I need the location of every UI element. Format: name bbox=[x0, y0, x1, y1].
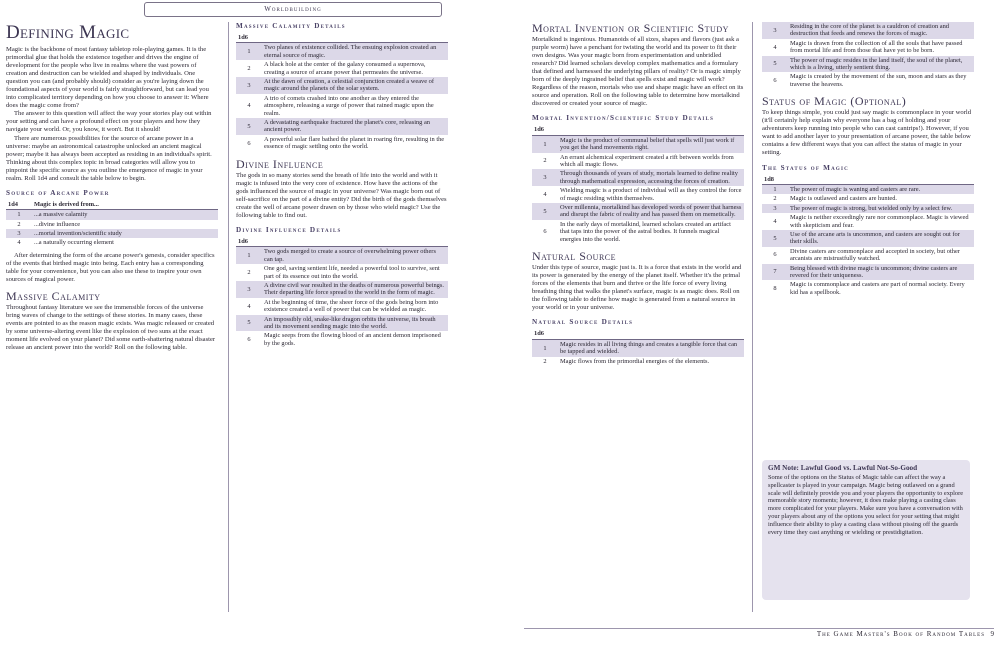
table-row: 3 A divine civil war resulted in the deaths of numerous powerful beings. Their departing life force spread to the world in the form of magic. bbox=[236, 281, 448, 298]
section-heading: Mortal Invention or Scientific Study bbox=[532, 21, 729, 35]
table-row: 4 A trio of comets crashed into one another as they entered the atmosphere, releasing a surge of power that rained magic upon the realm. bbox=[247, 94, 434, 117]
table-row: 6 In the early days of mortalkind, learned scholars created an artifact that taps into the power of the astral bodies. It funnels magical energies into the world. bbox=[543, 220, 731, 243]
table-header-die: 1d4 bbox=[6, 200, 32, 210]
table-row: 2 ...divine influence bbox=[17, 220, 81, 228]
gm-note-sidebar bbox=[762, 460, 970, 600]
section-heading: Status of Magic (Optional) bbox=[762, 94, 907, 109]
column-divider bbox=[752, 22, 753, 612]
running-footer bbox=[790, 630, 995, 638]
book-title: The Game Master's Book of Random Tables bbox=[816, 630, 985, 638]
table-row: 3 At the dawn of creation, a celestial conjunction created a weave of magic around the planets of the solar system. bbox=[236, 77, 448, 94]
table-row: 5 Over millennia, mortalkind has developed words of power that harness and disrupt the fabric of reality and has passed them on memetically. bbox=[532, 203, 744, 220]
table-row: 4 ...a naturally occurring element bbox=[17, 239, 114, 247]
section-heading: Natural Source bbox=[532, 249, 617, 264]
table-title: Source of Arcane Power bbox=[6, 188, 110, 197]
book-gutter bbox=[484, 0, 516, 646]
column-2 bbox=[236, 22, 448, 352]
table-row: 4 Magic is drawn from the collection of all the souls that have passed from mortal life and from those that have yet to be born. bbox=[773, 39, 963, 55]
table-title: Divine Influence Details bbox=[236, 225, 342, 234]
table-row: 3 ...mortal invention/scientific study bbox=[6, 229, 218, 238]
chapter-title: Defining Magic bbox=[6, 22, 130, 43]
table-row: 5 A devastating earthquake fractured the planet's core, releasing an ancient power. bbox=[236, 118, 448, 135]
column-divider bbox=[228, 22, 229, 612]
table-row: 1 Two planes of existence collided. The ensuing explosion created an eternal source of magic. bbox=[236, 43, 448, 60]
mortal-table: 1d6 1 Magic is the product of communal belief that spells will just work if you get the hand movements right. 2 An errant alchemical experiment created a rift between worlds from which all magic flows. 3 Through thousands of years of study, mortals learned to define reality through mathematical expression, accessing the forces of creation. 4 Wielding magic is a product of individual will as they control the force of magic residing within themselves. 5 Over millennia, mortalkind has developed words of power that harness and disrupt the fabric of reality and has passed them on memetically. 6 In the early days of mortalkind, learned scholars created an artifact that taps into the power of the astral bodies. It funnels magical energies into the world. bbox=[532, 125, 744, 244]
table-row: 3 Residing in the core of the planet is a cauldron of creation and destruction that feeds and renews the forces of magic. bbox=[762, 22, 974, 39]
status-table: 1d8 1 The power of magic is waning and casters are rare. 2 Magic is outlawed and casters are hunted. 3 The power of magic is strong, but wielded only by a select few. 4 Magic is neither exceedingly rare nor commonplace. Magic is viewed with skepticism and fear. 5 Use of the arcane arts is uncommon, and casters are sought out for their skills. 6 Divine casters are commonplace and accepted in society, but other arcanists are mistrustfully watched. 7 Being blessed with divine magic is uncommon; divine casters are revered for their uniqueness. 8 Magic is commonplace and casters are part of normal society. Every kid has a spellbook. bbox=[762, 175, 974, 298]
table-title: Mortal Invention/Scientific Study Details bbox=[532, 114, 715, 123]
paragraph: The gods in so many stories send the breath of life into the world and with it magic is infused into the very core of existence. How have the actions of the gods influenced the source of magic in your universe? Was magic born out of self-sacrifice on the part of a divine entity? Did the birth of the gods themselves create the well of arcane power drawn on by those who wield magic? Use the following table to find out. bbox=[236, 171, 447, 219]
column-3 bbox=[532, 22, 744, 370]
table-row: 4 Wielding magic is a product of individual will as they control the force of magic residing within themselves. bbox=[543, 187, 742, 202]
paragraph: Under this type of source, magic just is. It is a force that exists in the world and its power is generated by the energy of the planet itself. Whether it's the primal forces of the elements that burn and thrive or the life force of every living breathing thing that walks the planet's surface, magic is as magic does. Roll on the following table to define how magic is generated from a natural source in your world or in your universe. bbox=[532, 264, 742, 312]
column-4 bbox=[762, 22, 974, 301]
table-title: Natural Source Details bbox=[532, 318, 634, 327]
divine-table: 1d6 1 Two gods merged to create a source of overwhelming power others can tap. 2 One god, saving sentient life, needed a powerful tool to survive, sent part of its essence out into the world. 3 A divine civil war resulted in the deaths of numerous powerful beings. Their departing life force spread to the world in the form of magic. 4 At the beginning of time, the sheer force of the gods being born into existence created a well of power that can be wielded as magic. 5 An impossibly old, snake-like dragon orbits the universe, its breath and its movement sending magic into the world. 6 Magic seeps from the flowing blood of an ancient demon imprisoned by the gods. bbox=[236, 237, 448, 348]
table-row: 5 An impossibly old, snake-like dragon orbits the universe, its breath and its movement sending magic into the world. bbox=[236, 315, 448, 332]
gm-note-text: Some of the options on the Status of Magic table can affect the way a spellcaster is played in your campaign. Magic being outlawed on a grand scale will definitely provide you and your players the opportunity to explore memorable story moments; however, it does make playing a casting class more complicated for your players. Make sure you have a conversation with your players about any of the options you select for your setting that might influence their ability to play a casting class without pissing off the guards every time they cast anything or wielding or prestidigitation. bbox=[768, 474, 964, 536]
table-row: 1 Magic resides in all living things and creates a tangible force that can be tapped and wielded. bbox=[532, 339, 744, 356]
table-row: 7 Being blessed with divine magic is uncommon; divine casters are revered for their uniqueness. bbox=[762, 264, 974, 281]
paragraph: Throughout fantasy literature we see the immensible forces of the universe bring waves of change to the settings of these stories. In many cases, these events are pointed to as the reason magic exists. Was magic released or created by some universe-altering event like the explosion of two suns at the exact moment life evolved on your planet? Did some earth-shattering natural disaster release an ancient power into the world? Roll on the following table. bbox=[6, 304, 216, 352]
table-row: 2 Magic is outlawed and casters are hunted. bbox=[773, 195, 898, 203]
intro-paragraph: Magic is the backbone of most fantasy tabletop role-playing games. It is the primordial glue that holds the existence together and drives the engine of development for the people who live in realms where the vast powers of creation and destruction can be wielded and shaped by individuals. One question you can (and probably should) consider as you're laying down the foundational aspects of your world is fairly straightforward, but can lead you into complicated territory depending on how you choose to answer it: Where does the magic come from? bbox=[6, 46, 209, 110]
table-row: 5 Use of the arcane arts is uncommon, and casters are sought out for their skills. bbox=[762, 230, 974, 247]
paragraph: Mortalkind is ingenious. Humanoids of all sizes, shapes and flavors (just ask a purple worm) have a penchant for twisting the world and its power to fit their own designs. Was your magic born from experimentation and unbridled research? Did learned scholars develop complex mathematics and a formulary that defined and harnessed the underlying pillars of reality? Or is magic simply born of the deeply ingrained belief that spells exist and magic will work? Regardless of the reason, mortals who use and shape magic have an effect on its source and operation. Roll on the following table to determine how mortalkind discovered or created your source of magic. bbox=[532, 36, 744, 108]
table-header-result: Magic is derived from... bbox=[32, 200, 218, 210]
paragraph: There are numerous possibilities for the source of arcane power in a universe: maybe an astronomical catastrophe unlocked an ancient magical power; maybe it has always been accepted as residing in an individual's spirit. Thinking about this complex topic in broad categories will allow you to pinpoint the specific source as you outline the emergence of magic in your realm. Roll 1d4 and consult the table below to begin. bbox=[6, 134, 212, 182]
table-row: 1 Magic is the product of communal belief that spells will just work if you get the hand movements right. bbox=[532, 135, 744, 152]
table-row: 2 Magic flows from the primordial energies of the elements. bbox=[543, 357, 710, 365]
table-row: 2 One god, saving sentient life, needed a powerful tool to survive, sent part of its essence out into the world. bbox=[247, 265, 440, 280]
table-row: 6 A powerful solar flare bathed the planet in roaring fire, resulting in the essence of magic settling onto the world. bbox=[247, 135, 445, 151]
table-row: 4 At the beginning of time, the sheer force of the gods being born into existence created a well of power that can be wielded as magic. bbox=[247, 298, 439, 314]
table-row: 3 Through thousands of years of study, mortals learned to define reality through mathematical expression, accessing the forces of creation. bbox=[532, 169, 744, 186]
footer-rule bbox=[524, 628, 994, 629]
section-heading: Massive Calamity bbox=[6, 289, 101, 304]
table-row: 4 Magic is neither exceedingly rare nor commonplace. Magic is viewed with skepticism and fear. bbox=[773, 214, 969, 229]
page-number: 9 bbox=[990, 630, 995, 638]
running-header: Worldbuilding bbox=[144, 2, 442, 17]
table-row: 6 Magic seeps from the flowing blood of an ancient demon imprisoned by the gods. bbox=[247, 332, 441, 347]
table-row: 1 The power of magic is waning and casters are rare. bbox=[762, 184, 974, 194]
table-title: The Status of Magic bbox=[762, 163, 849, 172]
calamity-table: 1d6 1 Two planes of existence collided. The ensuing explosion created an eternal source of magic. 2 A black hole at the center of the galaxy consumed a supernova, creating a source of arcane power that permeates the universe. 3 At the dawn of creation, a celestial conjunction created a weave of magic around the planets of the solar system. 4 A trio of comets crashed into one another as they entered the atmosphere, releasing a surge of power that rained magic upon the realm. 5 A devastating earthquake fractured the planet's core, releasing an ancient power. 6 A powerful solar flare bathed the planet in roaring fire, resulting in the essence of magic settling onto the world. bbox=[236, 33, 448, 152]
paragraph: After determining the form of the arcane power's genesis, consider specifics of the events that birthed magic into being. Each entry has a corresponding table for your convenience, but you can also use these to inspire your own sources of magical power. bbox=[6, 251, 215, 283]
paragraph: The answer to this question will affect the way your stories play out within your setting and can have a profound effect on your players and how they navigate your world. Or, you know, it won't. But it should! bbox=[6, 110, 212, 134]
table-row: 1 ...a massive calamity bbox=[6, 210, 218, 220]
section-heading: Divine Influence bbox=[236, 156, 324, 171]
table-title: Massive Calamity Details bbox=[236, 22, 346, 30]
table-row: 2 An errant alchemical experiment created a rift between worlds from which all magic flows. bbox=[543, 153, 734, 169]
table-row: 6 Divine casters are commonplace and accepted in society, but other arcanists are mistrustfully watched. bbox=[773, 247, 960, 263]
table-row: 3 The power of magic is strong, but wielded only by a select few. bbox=[762, 204, 974, 213]
table-row: 2 A black hole at the center of the galaxy consumed a supernova, creating a source of arcane power that permeates the universe. bbox=[247, 61, 426, 76]
natural-table-continued bbox=[762, 22, 974, 89]
table-row: 1 Two gods merged to create a source of overwhelming power others can tap. bbox=[236, 247, 448, 264]
table-row: 5 The power of magic resides in the land itself, the soul of the planet, which is a living, utterly sentient thing. bbox=[762, 56, 974, 73]
column-1 bbox=[6, 22, 218, 352]
table-row: 6 Magic is created by the movement of the sun, moon and stars as they traverse the heavens. bbox=[773, 73, 967, 88]
gm-note-title: GM Note: Lawful Good vs. Lawful Not-So-Good bbox=[768, 464, 918, 472]
paragraph: To keep things simple, you could just say magic is commonplace in your world (it'll certainly help explain why everyone has a bag of holding and your adventurers keep running into people who can cast cantrips!). However, if you want to add another layer to your presentation of arcane power, the table below contains a few different ways that you can affect the status of magic in your setting. bbox=[762, 109, 972, 157]
source-table bbox=[6, 200, 218, 248]
natural-table: 1d6 1 Magic resides in all living things and creates a tangible force that can be tapped and wielded. 2 Magic flows from the primordial energies of the elements. bbox=[532, 329, 744, 366]
table-row: 8 Magic is commonplace and casters are part of normal society. Every kid has a spellbook. bbox=[773, 281, 965, 296]
